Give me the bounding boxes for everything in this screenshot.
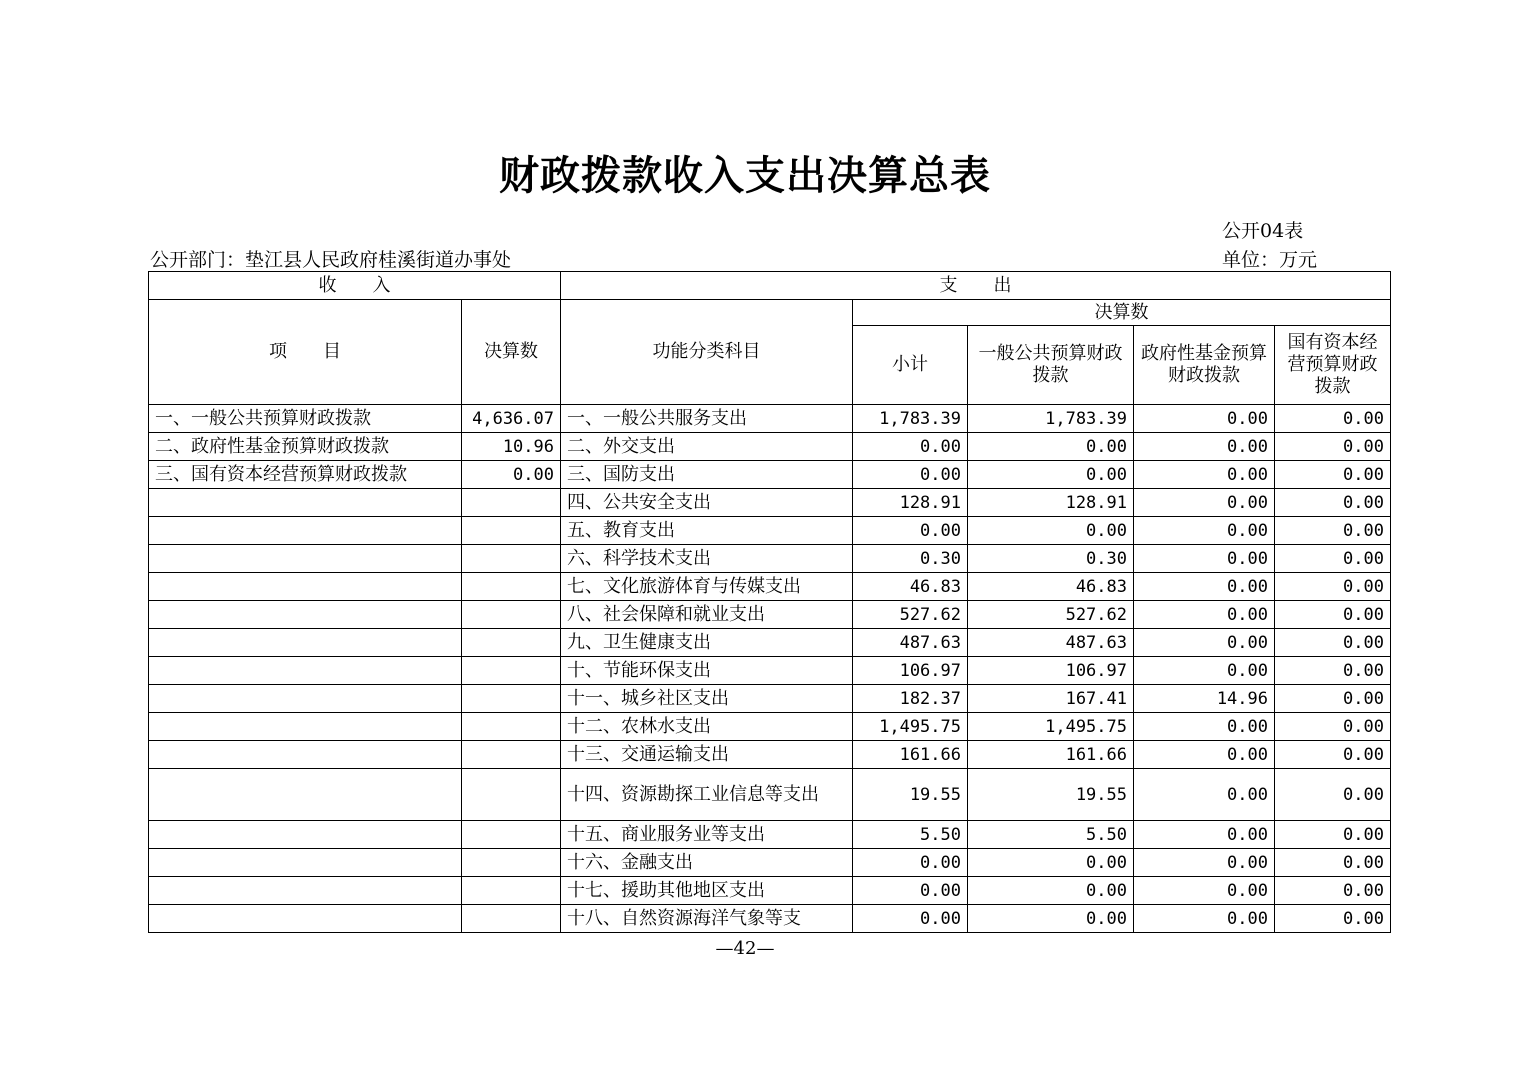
general-budget-cell: 0.30 xyxy=(968,545,1134,573)
income-item-cell xyxy=(149,769,462,821)
gov-fund-cell: 0.00 xyxy=(1134,741,1275,769)
gov-fund-cell: 0.00 xyxy=(1134,657,1275,685)
general-budget-cell: 0.00 xyxy=(968,905,1134,933)
category-cell: 七、文化旅游体育与传媒支出 xyxy=(561,573,853,601)
general-budget-cell: 19.55 xyxy=(968,769,1134,821)
form-number: 公开04表 xyxy=(1222,220,1304,242)
state-capital-cell: 0.00 xyxy=(1275,433,1391,461)
table-row xyxy=(149,905,1391,933)
subtotal-cell: 0.00 xyxy=(853,433,968,461)
income-item-cell xyxy=(149,657,462,685)
income-amount-header: 决算数 xyxy=(462,300,561,405)
gov-fund-header: 政府性基金预算财政拨款 xyxy=(1134,326,1275,405)
state-capital-cell: 0.00 xyxy=(1275,601,1391,629)
state-capital-cell: 0.00 xyxy=(1275,517,1391,545)
category-cell: 四、公共安全支出 xyxy=(561,489,853,517)
income-value-cell xyxy=(462,741,561,769)
subtotal-cell: 182.37 xyxy=(853,685,968,713)
income-item-cell xyxy=(149,849,462,877)
state-capital-cell: 0.00 xyxy=(1275,405,1391,433)
subtotal-cell: 46.83 xyxy=(853,573,968,601)
income-value-cell xyxy=(462,905,561,933)
income-value-cell xyxy=(462,657,561,685)
gov-fund-cell: 0.00 xyxy=(1134,433,1275,461)
category-cell: 十八、自然资源海洋气象等支 xyxy=(561,905,853,933)
unit-label: 单位：万元 xyxy=(1222,249,1318,271)
income-item-cell xyxy=(149,685,462,713)
gov-fund-cell: 0.00 xyxy=(1134,769,1275,821)
income-value-cell xyxy=(462,685,561,713)
general-budget-cell: 128.91 xyxy=(968,489,1134,517)
table-row xyxy=(149,769,1391,821)
category-cell: 六、科学技术支出 xyxy=(561,545,853,573)
subtotal-cell: 5.50 xyxy=(853,821,968,849)
general-budget-cell: 0.00 xyxy=(968,517,1134,545)
income-value-cell xyxy=(462,713,561,741)
general-budget-cell: 487.63 xyxy=(968,629,1134,657)
subtotal-cell: 19.55 xyxy=(853,769,968,821)
page-title: 财政拨款收入支出决算总表 xyxy=(499,152,991,199)
general-budget-cell: 1,495.75 xyxy=(968,713,1134,741)
page-number: —42— xyxy=(715,938,775,959)
general-budget-cell: 161.66 xyxy=(968,741,1134,769)
income-item-cell: 一、一般公共预算财政拨款 xyxy=(149,405,462,433)
gov-fund-cell: 0.00 xyxy=(1134,629,1275,657)
income-value-cell xyxy=(462,517,561,545)
category-cell: 一、一般公共服务支出 xyxy=(561,405,853,433)
category-cell: 十七、援助其他地区支出 xyxy=(561,877,853,905)
general-budget-cell: 0.00 xyxy=(968,849,1134,877)
subtotal-header: 小计 xyxy=(853,326,968,405)
income-item-cell xyxy=(149,601,462,629)
subtotal-cell: 128.91 xyxy=(853,489,968,517)
state-capital-cell: 0.00 xyxy=(1275,629,1391,657)
general-budget-cell: 0.00 xyxy=(968,877,1134,905)
state-capital-cell: 0.00 xyxy=(1275,461,1391,489)
table-row xyxy=(149,685,1391,713)
state-capital-cell: 0.00 xyxy=(1275,877,1391,905)
category-cell: 二、外交支出 xyxy=(561,433,853,461)
table-row xyxy=(149,601,1391,629)
category-cell: 十五、商业服务业等支出 xyxy=(561,821,853,849)
income-header: 收 入 xyxy=(149,272,561,300)
income-value-cell xyxy=(462,629,561,657)
income-value-cell xyxy=(462,821,561,849)
subtotal-cell: 0.00 xyxy=(853,461,968,489)
income-item-cell xyxy=(149,489,462,517)
state-capital-cell: 0.00 xyxy=(1275,657,1391,685)
table-body xyxy=(149,405,1391,933)
state-capital-header: 国有资本经营预算财政拨款 xyxy=(1275,326,1391,405)
table-row xyxy=(149,545,1391,573)
income-value-cell xyxy=(462,849,561,877)
table-row xyxy=(149,877,1391,905)
general-budget-cell: 1,783.39 xyxy=(968,405,1134,433)
state-capital-cell: 0.00 xyxy=(1275,849,1391,877)
gov-fund-cell: 0.00 xyxy=(1134,905,1275,933)
subtotal-cell: 0.30 xyxy=(853,545,968,573)
income-value-cell xyxy=(462,489,561,517)
gov-fund-cell: 0.00 xyxy=(1134,849,1275,877)
gov-fund-cell: 0.00 xyxy=(1134,573,1275,601)
subtotal-cell: 487.63 xyxy=(853,629,968,657)
state-capital-cell: 0.00 xyxy=(1275,821,1391,849)
gov-fund-cell: 0.00 xyxy=(1134,821,1275,849)
gov-fund-cell: 14.96 xyxy=(1134,685,1275,713)
general-budget-header: 一般公共预算财政拨款 xyxy=(968,326,1134,405)
state-capital-cell: 0.00 xyxy=(1275,573,1391,601)
subtotal-cell: 0.00 xyxy=(853,517,968,545)
state-capital-cell: 0.00 xyxy=(1275,685,1391,713)
income-item-cell xyxy=(149,741,462,769)
table-row xyxy=(149,517,1391,545)
subtotal-cell: 527.62 xyxy=(853,601,968,629)
income-value-cell xyxy=(462,769,561,821)
income-item-cell xyxy=(149,713,462,741)
income-item-cell: 三、国有资本经营预算财政拨款 xyxy=(149,461,462,489)
income-value-cell xyxy=(462,601,561,629)
state-capital-cell: 0.00 xyxy=(1275,769,1391,821)
subtotal-cell: 1,783.39 xyxy=(853,405,968,433)
general-budget-cell: 167.41 xyxy=(968,685,1134,713)
category-cell: 三、国防支出 xyxy=(561,461,853,489)
gov-fund-cell: 0.00 xyxy=(1134,601,1275,629)
subtotal-cell: 0.00 xyxy=(853,849,968,877)
income-item-cell xyxy=(149,545,462,573)
general-budget-cell: 46.83 xyxy=(968,573,1134,601)
income-item-cell xyxy=(149,517,462,545)
category-cell: 十一、城乡社区支出 xyxy=(561,685,853,713)
budget-summary-table xyxy=(148,271,1391,933)
general-budget-cell: 0.00 xyxy=(968,433,1134,461)
gov-fund-cell: 0.00 xyxy=(1134,877,1275,905)
subtotal-cell: 1,495.75 xyxy=(853,713,968,741)
state-capital-cell: 0.00 xyxy=(1275,489,1391,517)
gov-fund-cell: 0.00 xyxy=(1134,713,1275,741)
state-capital-cell: 0.00 xyxy=(1275,545,1391,573)
department-label: 公开部门：垫江县人民政府桂溪街道办事处 xyxy=(150,249,512,271)
income-item-cell xyxy=(149,573,462,601)
subtotal-cell: 106.97 xyxy=(853,657,968,685)
general-budget-cell: 0.00 xyxy=(968,461,1134,489)
function-category-header: 功能分类科目 xyxy=(561,300,853,405)
expense-amount-header: 决算数 xyxy=(853,300,1391,326)
table-row xyxy=(149,629,1391,657)
category-cell: 十、节能环保支出 xyxy=(561,657,853,685)
income-item-cell xyxy=(149,877,462,905)
income-item-cell xyxy=(149,629,462,657)
gov-fund-cell: 0.00 xyxy=(1134,545,1275,573)
income-value-cell: 10.96 xyxy=(462,433,561,461)
gov-fund-cell: 0.00 xyxy=(1134,517,1275,545)
income-item-cell xyxy=(149,821,462,849)
income-item-cell: 二、政府性基金预算财政拨款 xyxy=(149,433,462,461)
item-header: 项 目 xyxy=(149,300,462,405)
income-value-cell: 0.00 xyxy=(462,461,561,489)
table-row xyxy=(149,489,1391,517)
table-row xyxy=(149,657,1391,685)
category-cell: 十六、金融支出 xyxy=(561,849,853,877)
income-value-cell xyxy=(462,545,561,573)
table-row xyxy=(149,405,1391,433)
table-row xyxy=(149,849,1391,877)
subtotal-cell: 161.66 xyxy=(853,741,968,769)
gov-fund-cell: 0.00 xyxy=(1134,405,1275,433)
category-cell: 五、教育支出 xyxy=(561,517,853,545)
category-cell: 十三、交通运输支出 xyxy=(561,741,853,769)
table-row xyxy=(149,461,1391,489)
income-value-cell: 4,636.07 xyxy=(462,405,561,433)
general-budget-cell: 527.62 xyxy=(968,601,1134,629)
state-capital-cell: 0.00 xyxy=(1275,713,1391,741)
table-row xyxy=(149,713,1391,741)
category-cell: 十四、资源勘探工业信息等支出 xyxy=(561,769,853,821)
state-capital-cell: 0.00 xyxy=(1275,741,1391,769)
table-row xyxy=(149,433,1391,461)
state-capital-cell: 0.00 xyxy=(1275,905,1391,933)
expense-header: 支 出 xyxy=(561,272,1391,300)
subtotal-cell: 0.00 xyxy=(853,905,968,933)
category-cell: 八、社会保障和就业支出 xyxy=(561,601,853,629)
table-row xyxy=(149,821,1391,849)
table-row xyxy=(149,741,1391,769)
general-budget-cell: 106.97 xyxy=(968,657,1134,685)
subtotal-cell: 0.00 xyxy=(853,877,968,905)
category-cell: 九、卫生健康支出 xyxy=(561,629,853,657)
category-cell: 十二、农林水支出 xyxy=(561,713,853,741)
gov-fund-cell: 0.00 xyxy=(1134,489,1275,517)
income-value-cell xyxy=(462,573,561,601)
income-value-cell xyxy=(462,877,561,905)
income-item-cell xyxy=(149,905,462,933)
gov-fund-cell: 0.00 xyxy=(1134,461,1275,489)
table-row xyxy=(149,573,1391,601)
general-budget-cell: 5.50 xyxy=(968,821,1134,849)
